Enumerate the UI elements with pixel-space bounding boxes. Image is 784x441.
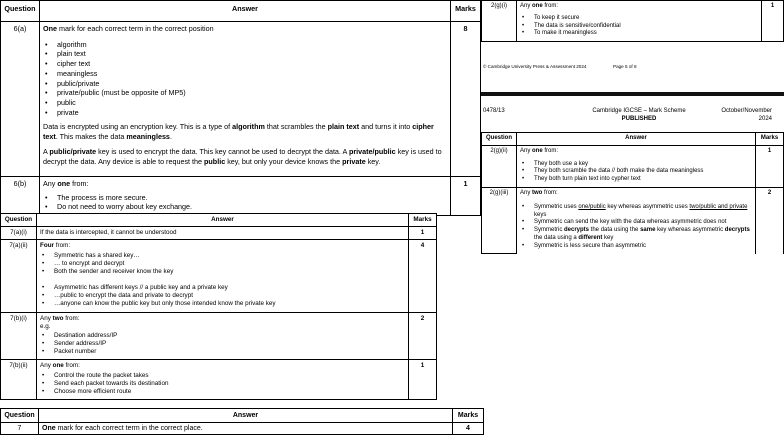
question-number: 7(b)(ii) [1, 360, 37, 400]
answer-header: Answer [39, 409, 453, 423]
answer-cell: If the data is intercepted, it cannot be understood [37, 227, 409, 240]
question-header: Question [1, 409, 39, 423]
answer-cell [40, 22, 451, 177]
page-number: Page 5 of 8 [613, 64, 637, 69]
list-item: • Choose more efficient route [54, 388, 405, 396]
answer-lead: Any one from: [520, 3, 559, 9]
header-subtitle: PUBLISHED [621, 116, 657, 122]
question-number: 6(b) [1, 177, 40, 216]
list-item: • The process is more secure. [57, 193, 447, 203]
table-header-row [1, 1, 481, 22]
q6-answer-table [0, 0, 481, 212]
marks-value: 1 [409, 360, 437, 400]
list-item: • Symmetric uses one/public key whereas asymmetric uses two/public and private keys [534, 204, 752, 220]
header-title: Cambridge IGCSE – Mark Scheme [592, 108, 686, 114]
table-row [1, 240, 437, 312]
example-label: e.g. [40, 322, 51, 330]
list-item: • … to encrypt and decrypt [54, 260, 405, 268]
question-header: Question [1, 214, 37, 227]
list-item: • To keep it secure [534, 15, 758, 23]
answer-list [40, 332, 405, 357]
list-item: • Symmetric is less secure than asymmetric [534, 243, 752, 251]
answer-cell [37, 240, 409, 312]
answer-header: Answer [37, 214, 409, 227]
list-item: • private [57, 108, 447, 118]
table-row [1, 360, 437, 400]
marks-header: Marks [409, 214, 437, 227]
list-item: • They both use a key [534, 161, 752, 169]
question-number: 2(g)(i) [482, 1, 517, 42]
question-number: 6(a) [1, 22, 40, 177]
answer-cell [40, 177, 451, 216]
answer-list [43, 193, 447, 212]
question-number: 7 [1, 423, 39, 435]
marks-value: 1 [762, 1, 784, 42]
marks-header: Marks [756, 133, 784, 146]
marks-header: Marks [451, 1, 481, 22]
list-item: • Symmetric has a shared key… [54, 252, 405, 260]
answer-lead: Any two from: [40, 314, 80, 322]
answer-lead: Any one from: [520, 147, 559, 154]
marks-value: 1 [756, 145, 784, 187]
marks-value: 8 [451, 22, 481, 177]
answer-list [40, 252, 405, 277]
answer-lead: Any one from: [43, 179, 89, 188]
table-row [1, 423, 484, 435]
q2g-answer-table [481, 132, 784, 262]
table-header-row [482, 133, 784, 146]
list-item: • cipher text [57, 59, 447, 69]
answer-paragraph-1: Data is encrypted using an encryption key. This is a type of algorithm that scrambles the plain text and turns it into cipher text. This makes the data meaningless. [43, 122, 434, 142]
q7-answer-table [0, 213, 437, 399]
marks-value: 2 [409, 312, 437, 360]
list-item: • Sender address/IP [54, 340, 405, 348]
question-header: Question [1, 1, 40, 22]
answer-cell: One mark for each correct term in the correct place. [39, 423, 453, 435]
table-row [1, 312, 437, 360]
answer-header: Answer [40, 1, 451, 22]
list-item: • private/public (must be opposite of MP5) [57, 88, 447, 98]
list-item: • Symmetric decrypts the data using the same key whereas asymmetric decrypts the data using a different key [534, 227, 752, 243]
list-item: • The data is sensitive/confidential [534, 23, 758, 31]
answer-list [520, 15, 758, 38]
answer-list [520, 161, 752, 184]
list-item: • …anyone can know the public key but only those intended know the private key [54, 300, 405, 308]
answer-lead: Any two from: [520, 189, 558, 196]
answer-paragraph-2: A public/private key is used to encrypt the data. This key cannot be used to decrypt the data. A private/public key is used to decrypt the data. Any device is able to request the public key, but only your device knows the private key. [43, 146, 442, 166]
list-item: • plain text [57, 49, 447, 59]
answer-list [40, 372, 405, 397]
answer-list [43, 40, 447, 118]
list-item: • meaningless [57, 69, 447, 79]
copyright-text: © Cambridge University Press & Assessment 2024 [483, 64, 587, 69]
table-row [482, 145, 784, 187]
table-row [482, 187, 784, 253]
answer-cell [517, 145, 756, 187]
list-item: • Packet number [54, 348, 405, 356]
list-item: • They both turn plain text into cypher text [534, 176, 752, 184]
list-item: • Send each packet towards its destination [54, 380, 405, 388]
list-item: • Destination address/IP [54, 332, 405, 340]
list-item: • Asymmetric has different keys // a public key and a private key [54, 284, 405, 292]
q2gi-answer-table [481, 0, 784, 48]
answer-cell [517, 187, 756, 253]
list-item: • algorithm [57, 40, 447, 50]
list-item: • To make it meaningless [534, 30, 758, 38]
answer-lead: Four from: [40, 242, 71, 250]
table-header-row [1, 409, 484, 423]
answer-lead: One mark for each correct term in the correct position [43, 24, 214, 33]
marks-value: 4 [453, 423, 484, 435]
answer-cell [517, 1, 762, 42]
page-header [481, 106, 784, 132]
list-item: • Symmetric can send the key with the data whereas asymmetric does not [534, 219, 752, 227]
marks-value: 1 [451, 177, 481, 216]
marks-value: 2 [756, 187, 784, 253]
question-number: 7(b)(i) [1, 312, 37, 360]
header-date: October/November [721, 108, 772, 114]
table-row [1, 177, 481, 216]
list-item: • …public to encrypt the data and private to decrypt [54, 292, 405, 300]
header-year: 2024 [758, 116, 772, 122]
question-number: 2(g)(ii) [482, 145, 517, 187]
q7-terms-table [0, 408, 484, 441]
list-item: • Do not need to worry about key exchange. [57, 202, 447, 212]
answer-header: Answer [517, 133, 756, 146]
list-item: • public/private [57, 79, 447, 89]
table-header-row [1, 214, 437, 227]
list-item: • public [57, 98, 447, 108]
question-number: 7(a)(ii) [1, 240, 37, 312]
question-header: Question [482, 133, 517, 146]
answer-cell [37, 360, 409, 400]
question-number: 2(g)(iii) [482, 187, 517, 253]
table-row [1, 22, 481, 177]
table-row [1, 227, 437, 240]
page-divider [481, 92, 784, 96]
answer-cell [37, 312, 409, 360]
answer-list [520, 204, 752, 251]
marks-value: 4 [409, 240, 437, 312]
list-item: • They both scramble the data // both make the data meaningless [534, 168, 752, 176]
answer-lead: Any one from: [40, 362, 80, 370]
question-number: 7(a)(i) [1, 227, 37, 240]
paper-code: 0478/13 [483, 108, 505, 114]
list-item: • Both the sender and receiver know the key [54, 268, 405, 276]
marks-header: Marks [453, 409, 484, 423]
table-row [482, 1, 784, 42]
list-item: • Control the route the packet takes [54, 372, 405, 380]
marks-value: 1 [409, 227, 437, 240]
answer-list [40, 284, 405, 309]
